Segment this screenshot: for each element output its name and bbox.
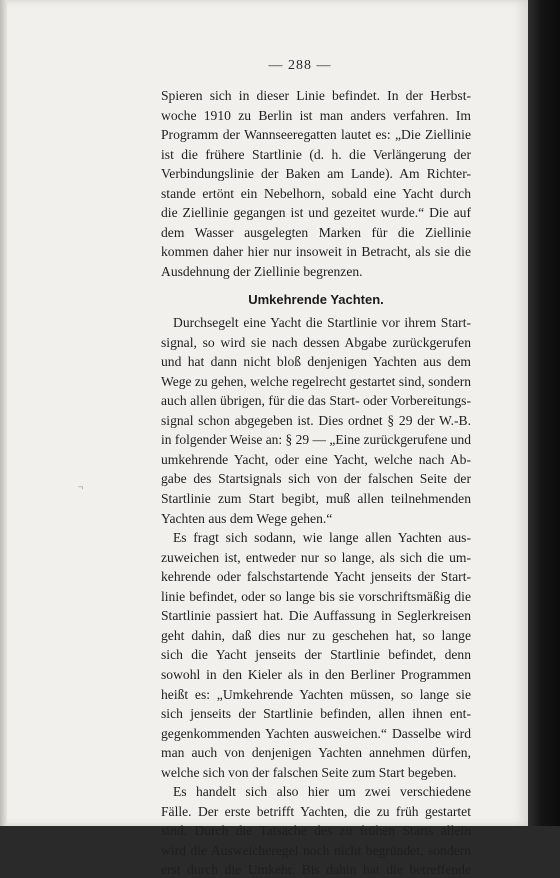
text-line: in folgender Weise an: § 29 — „Eine zurückgerufene und (161, 432, 471, 448)
text-line: linie befindet, oder so lange bis sie vorschriftsmäßig die (161, 588, 471, 604)
text-line: Yachten aus dem Wege gehen.“ (161, 510, 333, 526)
text-line: signal schon abgegeben ist. Dies ordnet § 29 der W.-B. (161, 412, 471, 428)
section-heading: Umkehrende Yachten. (248, 291, 384, 307)
text-line: woche 1910 zu Berlin ist man anders verfahren. Im (161, 107, 471, 123)
text-line: zuweichen ist, entweder nur so lange, als sich die um- (161, 549, 471, 565)
text-line: man auch von denjenigen Yachten annehmen dürfen, (161, 745, 471, 761)
text-line: Spieren sich in dieser Linie befindet. In der Herbst- (161, 88, 471, 103)
next-page-edge (528, 0, 560, 826)
text-line: und hat dann nicht bloß denjenigen Yachten aus dem (161, 354, 471, 370)
text-line: ist die frühere Startlinie (d. h. die Verlängerung der (161, 146, 471, 162)
text-line: Fälle. Der erste betrifft Yachten, die zu früh gestartet (161, 803, 471, 819)
text-line: Startlinie passiert hat. Die Auffassung in Seglerkreisen (161, 608, 471, 624)
text-line: stande ertönt ein Nebelhorn, sobald eine Yacht durch (161, 185, 471, 201)
text-line: signal, so wird sie nach dessen Abgabe zurückgerufen (161, 334, 471, 350)
page-binding-shadow (0, 0, 7, 826)
text-line: Verbindungslinie der Baken am Lande). Am Richter- (161, 166, 471, 182)
text-line: kehrende oder falschstartende Yacht jenseits der Start- (161, 569, 471, 585)
text-line: Durchsegelt eine Yacht die Startlinie vor ihrem Start- (173, 315, 471, 331)
text-line: sich die Yacht jenseits der Startlinie befindet, denn (161, 647, 471, 663)
page-number: — 288 — (268, 58, 332, 73)
text-line: sind. Durch die Tatsache des zu frühen Starts allein (161, 823, 471, 839)
text-line: welche sich von der falschen Seite zum Start begeben. (161, 764, 457, 780)
text-line: gegenkommenden Yachten ausweichen.“ Dasselbe wird (161, 725, 471, 741)
text-line: gabe des Startsignals sich von der falschen Seite der (161, 471, 471, 487)
text-line: Es handelt sich also hier um zwei verschiedene (173, 784, 471, 800)
text-line: wird die Ausweicheregel noch nicht begründet, sondern (161, 842, 471, 858)
text-line: Ausdehnung der Ziellinie begrenzen. (161, 263, 363, 279)
text-line: auch allen übrigen, für die das Start- oder Vorbereitungs- (161, 393, 471, 409)
text-line: Es fragt sich sodann, wie lange allen Yachten aus- (173, 530, 471, 546)
text-line: Programm der Wannseeregatten lautet es: „Die Ziellinie (161, 127, 471, 143)
stray-mark: ¬ (78, 482, 84, 492)
text-line: sowohl in den Kieler als in den Berliner Programmen (161, 666, 471, 682)
text-line: umkehrende Yacht, oder eine Yacht, welche nach Ab- (161, 451, 471, 467)
text-line: Startlinie zum Start begibt, muß allen teilnehmenden (161, 491, 471, 506)
text-line: heißt es: „Umkehrende Yachten müssen, so lange sie (161, 686, 471, 702)
text-line: sich jenseits der Startlinie befinden, allen ihnen ent- (161, 706, 471, 722)
text-line: dem Wasser ausgelegten Marken für die Ziellinie (161, 224, 471, 240)
text-line: erst durch die Umkehr. Bis dahin hat die betreffende (161, 862, 471, 878)
text-line: Wege zu gehen, welche regelrecht gestartet sind, sondern (161, 373, 471, 389)
text-line: kommen daher hier nur insoweit in Betracht, als sie die (161, 244, 471, 260)
text-line: geht dahin, daß dies nur zu geschehen hat, so lange (161, 627, 471, 643)
text-line: die Ziellinie gegangen ist und gezeitet wurde.“ Die auf (161, 205, 471, 221)
